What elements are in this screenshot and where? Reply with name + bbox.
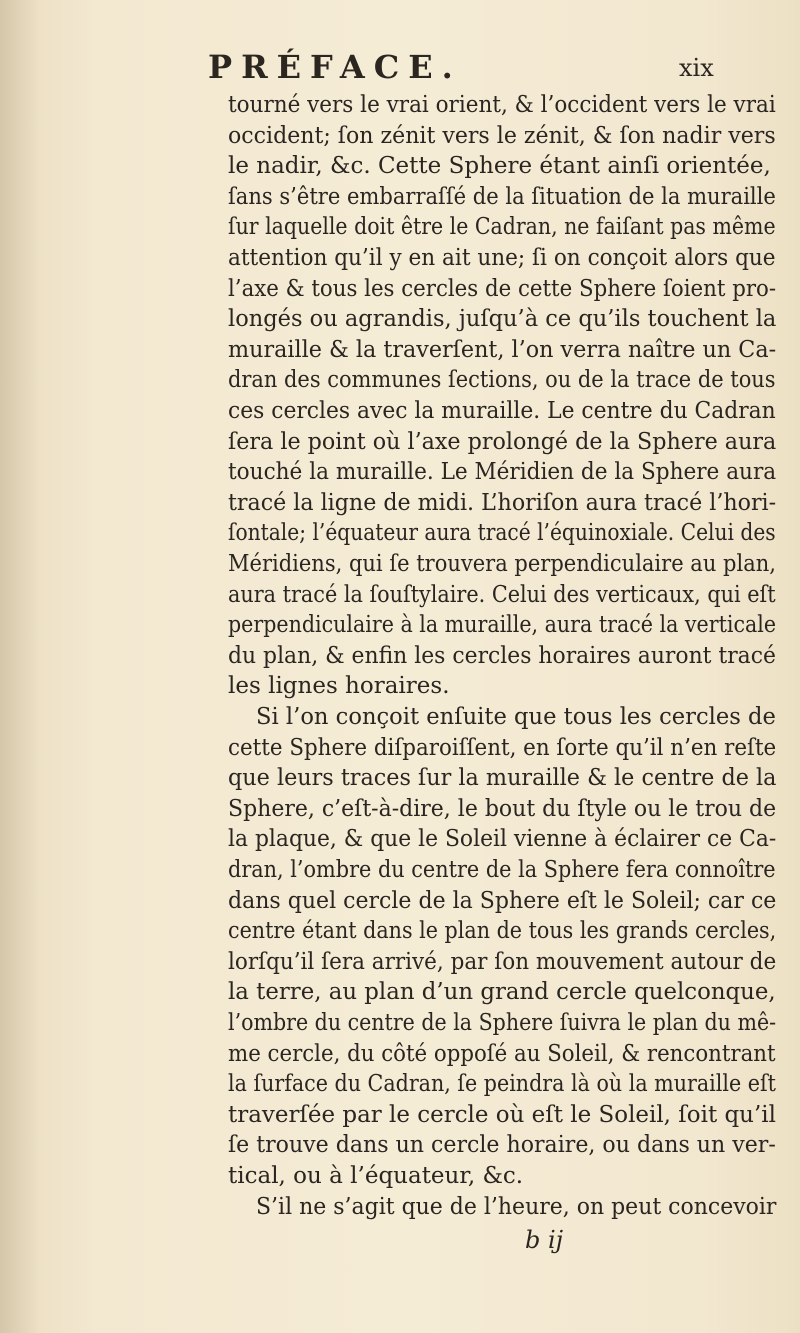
text-line: le nadir, &c. Cette Sphere étant ainſi orientée, [228,153,771,180]
text-line: l’axe & tous les cercles de cette Sphere ſoient pro- [228,275,777,302]
text-line: ces cercles avec la muraille. Le centre du Cadran [228,398,776,424]
text-line: tracé la ligne de midi. L’horiſon aura tracé l’hori- [228,489,777,516]
text-line: touché la muraille. Le Méridien de la Sphere aura [228,459,777,486]
running-head [0,48,800,96]
text-line: muraille & la traverſent, l’on verra naître un Ca- [228,336,777,363]
text-line: aura tracé la ſouſtylaire. Celui des verticaux, qui eſt [228,581,776,608]
text-line: Si l’on conçoit enſuite que tous les cercles de [256,704,776,730]
text-line: ſontale; l’équateur aura tracé l’équinoxiale. Celui des [228,520,776,547]
text-line: du plan, & enfin les cercles horaires auront tracé [228,642,776,669]
text-line: ſans s’être embarraſſé de la ſituation de la muraille [228,183,776,210]
text-line: perpendiculaire à la muraille, aura tracé la verticale [228,612,777,639]
text-line: la ſurface du Cadran, ſe peindra là où la muraille eſt [228,1071,776,1098]
text-line: Sphere, c’eſt-à-dire, le bout du ſtyle ou le trou de [228,795,777,822]
page-edge-shadow [0,0,40,1333]
text-line: que leurs traces ſur la muraille & le centre de la [228,765,777,792]
text-line: traverſée par le cercle où eſt le Soleil, ſoit qu’il [228,1101,776,1128]
text-line: me cercle, du côté oppoſé au Soleil, & rencontrant [228,1040,776,1067]
text-line: tical, ou à l’équateur, &c. [228,1163,524,1189]
text-line: l’ombre du centre de la Sphere ſuivra le plan du mê- [228,1010,777,1036]
text-line: la terre, au plan d’un grand cercle quelconque, [228,979,776,1006]
text-line: dran des communes ſections, ou de la trace de tous [228,367,776,394]
page-title: PRÉFACE. [208,48,462,86]
text-line: tourné vers le vrai orient, & l’occident vers le vrai [228,92,776,118]
signature-mark: b ij [525,1226,564,1254]
text-line: S’il ne s’agit que de l’heure, on peut concevoir [256,1193,777,1220]
text-line: occident; ſon zénit vers le zénit, & ſon nadir vers [228,122,776,149]
text-line: les lignes horaires. [228,673,450,700]
text-line: ſur laquelle doit être le Cadran, ne faiſant pas même [228,214,776,241]
text-line: lorſqu’il ſera arrivé, par ſon mouvement autour de [228,948,777,975]
text-line: dans quel cercle de la Sphere eſt le Soleil; car ce [228,887,777,914]
text-line: Méridiens, qui ſe trouvera perpendiculaire au plan, [228,551,776,577]
text-line: ſera le point où l’axe prolongé de la Sphere aura [228,428,777,455]
text-line: dran, l’ombre du centre de la Sphere fera connoître [228,857,776,883]
text-line: longés ou agrandis, juſqu’à ce qu’ils touchent la [228,306,777,333]
text-line: ſe trouve dans un cercle horaire, ou dans un ver- [228,1132,776,1159]
text-line: centre étant dans le plan de tous les grands cercles, [228,918,777,945]
text-line: cette Sphere diſparoiſſent, en ſorte qu’il n’en reſte [228,734,777,761]
text-line: la plaque, & que le Soleil vienne à éclairer ce Ca- [228,826,777,853]
page-number: xix [679,54,714,82]
text-line: attention qu’il y en ait une; ſi on conçoit alors que [228,245,776,271]
